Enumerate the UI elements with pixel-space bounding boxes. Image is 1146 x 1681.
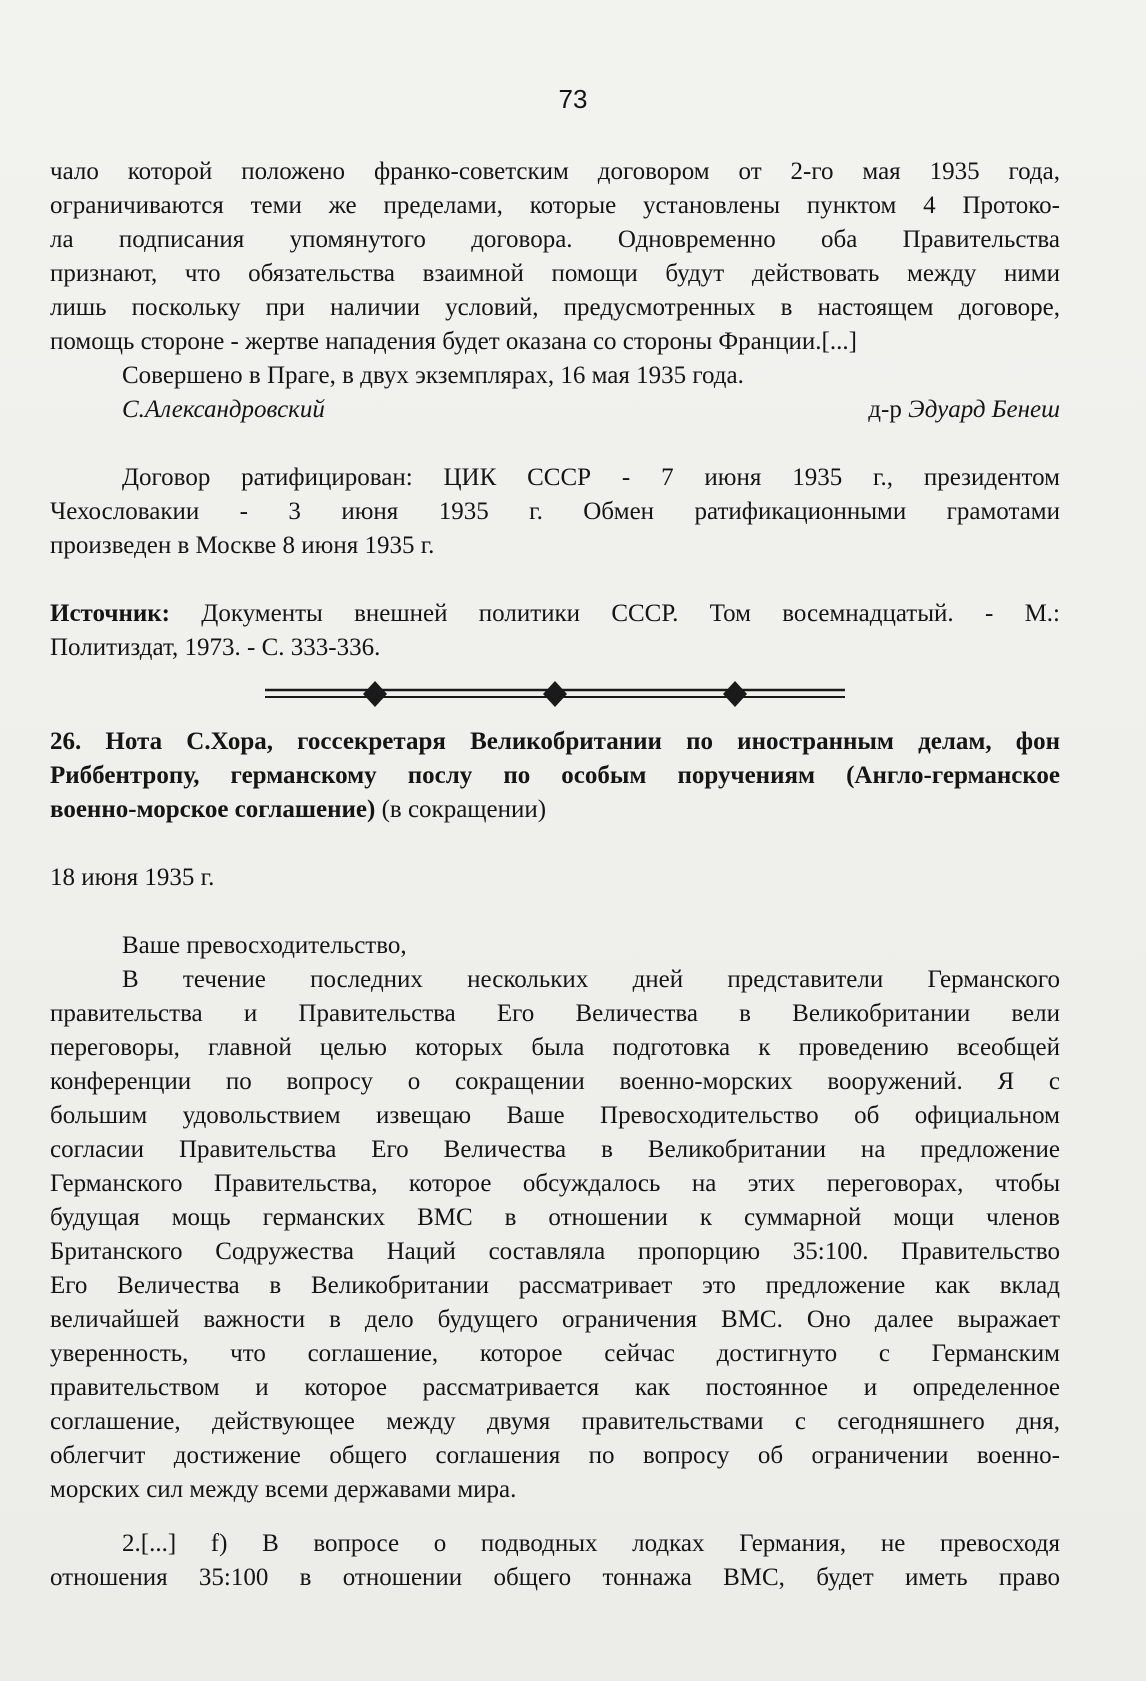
main-paragraph (50, 963, 1060, 1507)
signed-line: Совершено в Праге, в двух экземплярах, 16 мая 1935 года. (122, 362, 744, 389)
page-number: 73 (558, 84, 588, 114)
text-line: морских сил между всеми державами мира. (50, 1476, 517, 1503)
signature-right-block (868, 393, 1060, 427)
text-line: уверенность, что соглашение, которое сейчас достигнуто с Германским (50, 1340, 1060, 1367)
spacer (50, 1507, 1060, 1527)
text-line: согласии Правительства Его Величества в Великобритании на предложение (50, 1136, 1060, 1163)
text-line: конференции по вопросу о сокращении военно-морских вооружений. Я с (50, 1068, 1060, 1095)
signature-right: Эдуард Бенеш (908, 396, 1060, 423)
text-line: соглашение, действующее между двумя правительствами с сегодняшнего дня, (50, 1408, 1060, 1435)
salutation: Ваше превосходительство, (122, 932, 407, 959)
text-line: произведен в Москве 8 июня 1935 г. (50, 532, 435, 559)
text-line: помощь стороне - жертве нападения будет оказана со стороны Франции.[...] (50, 328, 857, 355)
text-line: будущая мощь германских ВМС в отношении к суммарной мощи членов (50, 1204, 1060, 1231)
spacer (50, 827, 1060, 861)
source-paragraph (50, 597, 1060, 665)
title-line: 26. Нота С.Хора, госсекретаря Великобритании по иностранным делам, фон (50, 728, 1060, 755)
title-line: Риббентропу, германскому послу по особым поручениям (Англо-германское (50, 762, 1060, 789)
continuation-paragraph (50, 155, 1060, 359)
title-line (50, 793, 1060, 827)
signature-right-prefix: д-р (868, 396, 909, 423)
text-line: Политиздат, 1973. - С. 333-336. (50, 634, 381, 661)
source-label: Источник: (50, 600, 170, 627)
page-body (50, 155, 1060, 1595)
text-line: лишь поскольку при наличии условий, предусмотренных в настоящем договоре, (50, 294, 1060, 321)
ratification-paragraph (50, 461, 1060, 563)
text-line: переговоры, главной целью которых была подготовка к проведению всеобщей (50, 1034, 1060, 1061)
spacer (50, 427, 1060, 461)
text-line: отношения 35:100 в отношении общего тоннажа ВМС, будет иметь право (50, 1564, 1060, 1591)
signature-row (122, 393, 1060, 427)
title-suffix: (в сокращении) (375, 796, 547, 823)
text-line: Чехословакии - 3 июня 1935 г. Обмен ратификационными грамотами (50, 498, 1060, 525)
text-line: Его Величества в Великобритании рассматривает это предложение как вклад (50, 1272, 1060, 1299)
final-paragraph (50, 1527, 1060, 1595)
text-line: правительства и Правительства Его Величества в Великобритании вели (50, 1000, 1060, 1027)
text-line: чало которой положено франко-советским договором от 2-го мая 1935 года, (50, 158, 1060, 185)
document-date: 18 июня 1935 г. (50, 864, 215, 891)
text-line (50, 597, 1060, 631)
source-text: Документы внешней политики СССР. Том восемнадцатый. - М.: (169, 600, 1060, 627)
text-line: признают, что обязательства взаимной помощи будут действовать между ними (50, 260, 1060, 287)
title-line-text: военно-морское соглашение) (50, 796, 376, 823)
text-line: величайшей важности в дело будущего ограничения ВМС. Оно далее выражает (50, 1306, 1060, 1333)
text-line: большим удовольствием извещаю Ваше Превосходительство об официальном (50, 1102, 1060, 1129)
ornament-divider (265, 677, 845, 711)
text-line: 2.[...] f) В вопросе о подводных лодках Германия, не превосходя (122, 1530, 1060, 1557)
text-line: В течение последних нескольких дней представители Германского (122, 966, 1060, 993)
text-line: облегчит достижение общего соглашения по вопросу об ограничении военно- (50, 1442, 1060, 1469)
section-title (50, 725, 1060, 827)
spacer (50, 895, 1060, 929)
text-line: ограничиваются теми же пределами, которые установлены пунктом 4 Протоко- (50, 192, 1060, 219)
text-line: ла подписания упомянутого договора. Одновременно оба Правительства (50, 226, 1060, 253)
signature-left: С.Александровский (122, 396, 325, 423)
text-line: Договор ратифицирован: ЦИК СССР - 7 июня 1935 г., президентом (122, 464, 1060, 491)
spacer (50, 563, 1060, 597)
text-line: Британского Содружества Наций составляла пропорцию 35:100. Правительство (50, 1238, 1060, 1265)
text-line: Германского Правительства, которое обсуждалось на этих переговорах, чтобы (50, 1170, 1060, 1197)
text-line: правительством и которое рассматривается как постоянное и определенное (50, 1374, 1060, 1401)
